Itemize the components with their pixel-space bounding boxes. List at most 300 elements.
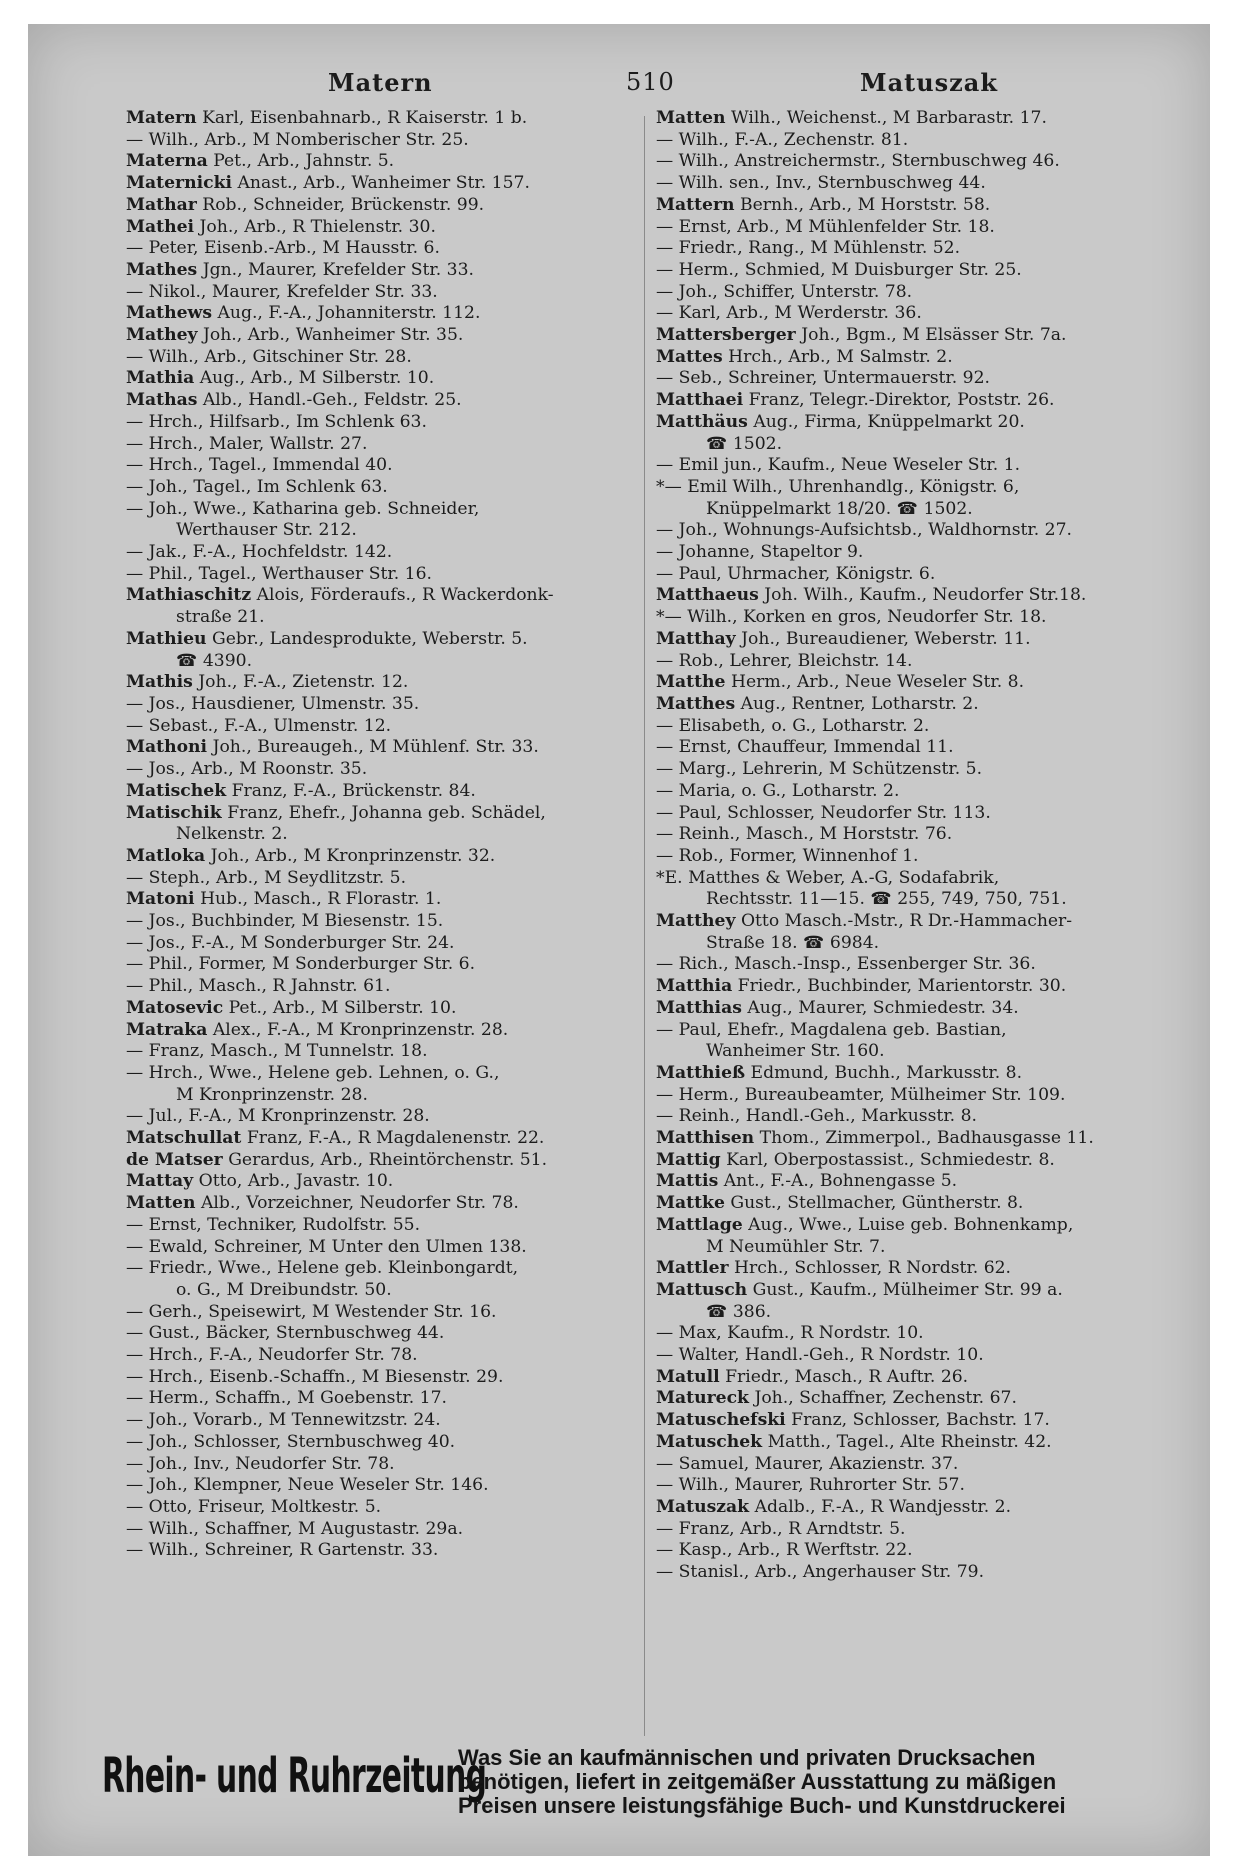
directory-entry: [126, 1085, 651, 1107]
directory-entry: [656, 368, 1181, 390]
entry-details: ☎ 1502.: [706, 433, 783, 454]
entry-details: Rechtsstr. 11—15. ☎ 255, 749, 750, 751.: [706, 889, 1067, 910]
entry-details: — Wilh., Maurer, Ruhrorter Str. 57.: [656, 1475, 965, 1496]
entry-details: — Joh., Klempner, Neue Weseler Str. 146.: [126, 1475, 489, 1496]
directory-entry: [656, 1454, 1181, 1476]
column-divider: [644, 116, 645, 1736]
directory-entry: [656, 564, 1181, 586]
entry-details: Hrch., Schlosser, R Nordstr. 62.: [734, 1258, 1012, 1279]
entry-surname: Matthias: [656, 997, 742, 1018]
ad-text: [458, 1746, 1158, 1818]
entry-details: — Sebast., F.-A., Ulmenstr. 12.: [126, 715, 392, 736]
entry-details: — Elisabeth, o. G., Lotharstr. 2.: [656, 715, 930, 736]
entry-surname: Mathas: [126, 390, 198, 411]
directory-entry: [126, 1237, 651, 1259]
entry-details: — Rob., Former, Winnenhof 1.: [656, 845, 919, 866]
directory-entry: [656, 1323, 1181, 1345]
entry-details: M Neumühler Str. 7.: [706, 1236, 886, 1257]
entry-details: — Wilh., Schaffner, M Augustastr. 29a.: [126, 1518, 464, 1539]
entry-details: — Peter, Eisenb.-Arb., M Hausstr. 6.: [126, 238, 440, 259]
directory-entry: [656, 1540, 1181, 1562]
directory-entry: [656, 412, 1181, 434]
entry-details: — Herm., Schaffn., M Goebenstr. 17.: [126, 1388, 447, 1409]
entry-details: Friedr., Buchbinder, Marientorstr. 30.: [737, 976, 1067, 997]
directory-entry: [126, 282, 651, 304]
directory-entry: [126, 607, 651, 629]
entry-surname: Matthisen: [656, 1128, 755, 1149]
entry-details: Gebr., Landesprodukte, Weberstr. 5.: [212, 628, 528, 649]
directory-entry: [126, 195, 651, 217]
directory-entry: [656, 1388, 1181, 1410]
entry-details: — Jos., Hausdiener, Ulmenstr. 35.: [126, 693, 420, 714]
entry-details: Knüppelmarkt 18/20. ☎ 1502.: [706, 498, 973, 519]
entry-details: — Johanne, Stapeltor 9.: [656, 542, 864, 563]
directory-entry: [126, 390, 651, 412]
directory-entry: [126, 781, 651, 803]
directory-entry: [656, 1280, 1181, 1302]
entry-details: Hrch., Arb., M Salmstr. 2.: [728, 346, 953, 367]
directory-entry: [656, 868, 1181, 890]
entry-details: — Friedr., Wwe., Helene geb. Kleinbongardt,: [126, 1258, 519, 1279]
entry-details: — Max, Kaufm., R Nordstr. 10.: [656, 1323, 924, 1344]
directory-entry: [656, 260, 1181, 282]
entry-surname: Mattler: [656, 1258, 729, 1279]
entry-details: — Hrch., Maler, Wallstr. 27.: [126, 433, 368, 454]
directory-entry: [126, 868, 651, 890]
entry-surname: Matuschefski: [656, 1410, 786, 1431]
directory-entry: [656, 1128, 1181, 1150]
directory-entry: [126, 455, 651, 477]
directory-entry: [126, 846, 651, 868]
entry-details: — Friedr., Rang., M Mühlenstr. 52.: [656, 238, 961, 259]
directory-entry: [126, 1367, 651, 1389]
directory-entry: [656, 846, 1181, 868]
entry-surname: Matuszak: [656, 1497, 750, 1517]
entry-details: — Joh., Schiffer, Unterstr. 78.: [656, 281, 913, 302]
entry-details: — Joh., Schlosser, Sternbuschweg 40.: [126, 1431, 456, 1452]
directory-entry: [126, 585, 651, 607]
entry-details: — Gerh., Speisewirt, M Westender Str. 16.: [126, 1301, 497, 1322]
entry-details: — Otto, Friseur, Moltkestr. 5.: [126, 1497, 382, 1517]
entry-surname: Mathey: [126, 325, 198, 346]
entry-details: Karl, Oberpostassist., Schmiedestr. 8.: [726, 1149, 1055, 1170]
entry-surname: Matthes: [656, 693, 736, 714]
entry-surname: Matschullat: [126, 1128, 242, 1149]
directory-entry: [656, 1020, 1181, 1042]
directory-entry: [126, 1171, 651, 1193]
directory-entry: [126, 1193, 651, 1215]
directory-entry: [656, 390, 1181, 412]
entry-details: — Walter, Handl.-Geh., R Nordstr. 10.: [656, 1345, 984, 1366]
entry-details: Alb., Vorzeichner, Neudorfer Str. 78.: [200, 1193, 519, 1214]
entry-details: Aug., F.-A., Johanniterstr. 112.: [217, 303, 481, 324]
entry-details: — Gust., Bäcker, Sternbuschweg 44.: [126, 1323, 445, 1344]
directory-entry: [656, 130, 1181, 152]
entry-details: Alois, Förderaufs., R Wackerdonk-: [256, 585, 554, 606]
entry-details: — Paul, Ehefr., Magdalena geb. Bastian,: [656, 1019, 1007, 1040]
entry-details: Gust., Stellmacher, Güntherstr. 8.: [730, 1193, 1024, 1214]
directory-entry: [126, 911, 651, 933]
directory-entry: [656, 1106, 1181, 1128]
directory-entry: [126, 173, 651, 195]
entry-details: Aug., Rentner, Lotharstr. 2.: [740, 693, 979, 714]
entry-surname: Mattay: [126, 1171, 194, 1192]
entry-details: — Reinh., Handl.-Geh., Markusstr. 8.: [656, 1106, 977, 1127]
entry-surname: Mathis: [126, 672, 193, 693]
entry-details: — Wilh., Arb., M Nomberischer Str. 25.: [126, 129, 469, 150]
entry-details: Aug., Arb., M Silberstr. 10.: [199, 368, 435, 389]
entry-details: Aug., Firma, Knüppelmarkt 20.: [753, 411, 1025, 432]
entry-details: Franz, Telegr.-Direktor, Poststr. 26.: [748, 390, 1055, 411]
directory-entry: [656, 195, 1181, 217]
entry-details: — Franz, Arb., R Arndtstr. 5.: [656, 1518, 906, 1539]
entry-details: Aug., Maurer, Schmiedestr. 34.: [747, 997, 1019, 1018]
entry-surname: Matern: [126, 108, 197, 128]
directory-entry: [656, 173, 1181, 195]
entry-details: — Samuel, Maurer, Akazienstr. 37.: [656, 1453, 959, 1474]
directory-entry: [656, 607, 1181, 629]
entry-details: — Wilh., Schreiner, R Gartenstr. 33.: [126, 1540, 439, 1561]
entry-details: — Hrch., Wwe., Helene geb. Lehnen, o. G.,: [126, 1062, 500, 1083]
directory-entry: [656, 347, 1181, 369]
entry-details: Ant., F.-A., Bohnengasse 5.: [723, 1171, 958, 1192]
directory-entry: [656, 1041, 1181, 1063]
directory-entry: [126, 1475, 651, 1497]
entry-details: Joh., Bureaudiener, Weberstr. 11.: [741, 628, 1031, 649]
directory-entry: [126, 629, 651, 651]
directory-entry: [126, 716, 651, 738]
entry-details: Herm., Arb., Neue Weseler Str. 8.: [730, 672, 1025, 693]
directory-entry: [656, 933, 1181, 955]
entry-details: Alb., Handl.-Geh., Feldstr. 25.: [202, 390, 462, 411]
directory-entry: [126, 694, 651, 716]
entry-details: Jgn., Maurer, Krefelder Str. 33.: [202, 259, 474, 280]
entry-surname: Mathieu: [126, 628, 207, 649]
directory-entry: [656, 911, 1181, 933]
directory-entry: [126, 1519, 651, 1541]
directory-entry: [656, 781, 1181, 803]
entry-surname: Mathes: [126, 259, 198, 280]
directory-entry: [126, 1150, 651, 1172]
entry-details: — Kasp., Arb., R Werftstr. 22.: [656, 1540, 913, 1561]
directory-entry: [656, 1193, 1181, 1215]
entry-details: ☎ 386.: [706, 1301, 772, 1322]
entry-details: Friedr., Masch., R Auftr. 26.: [725, 1366, 969, 1387]
entry-surname: Matoni: [126, 889, 195, 910]
directory-entry: [126, 1497, 651, 1519]
entry-details: Otto, Arb., Javastr. 10.: [198, 1171, 394, 1192]
directory-page: [28, 24, 1210, 1856]
entry-details: — Rob., Lehrer, Bleichstr. 14.: [656, 650, 913, 671]
directory-entry: [656, 824, 1181, 846]
directory-entry: [656, 1367, 1181, 1389]
entry-surname: Matthieß: [656, 1062, 746, 1083]
directory-entry: [656, 954, 1181, 976]
entry-surname: Matraka: [126, 1019, 208, 1040]
entry-surname: Mathei: [126, 216, 195, 237]
entry-details: — Stanisl., Arb., Angerhauser Str. 79.: [656, 1562, 985, 1583]
entry-surname: Matthia: [656, 976, 733, 997]
directory-entry: [656, 282, 1181, 304]
directory-entry: [126, 217, 651, 239]
directory-entry: [126, 1454, 651, 1476]
directory-entry: [126, 737, 651, 759]
directory-entry: [656, 976, 1181, 998]
entry-details: Pet., Arb., M Silberstr. 10.: [228, 997, 457, 1018]
entry-details: — Steph., Arb., M Seydlitzstr. 5.: [126, 867, 407, 888]
entry-details: Straße 18. ☎ 6984.: [706, 932, 880, 953]
entry-details: — Jos., Arb., M Roonstr. 35.: [126, 759, 368, 780]
entry-details: — Jak., F.-A., Hochfeldstr. 142.: [126, 542, 393, 563]
directory-entry: [126, 238, 651, 260]
entry-details: — Wilh., Arb., Gitschiner Str. 28.: [126, 346, 412, 367]
directory-entry: [656, 434, 1181, 456]
directory-entry: [126, 651, 651, 673]
entry-surname: Matten: [656, 108, 726, 128]
entry-details: — Paul, Uhrmacher, Königstr. 6.: [656, 563, 936, 584]
directory-entry: [656, 217, 1181, 239]
entry-surname: Mattke: [656, 1193, 725, 1214]
entry-details: — Maria, o. G., Lotharstr. 2.: [656, 780, 900, 801]
directory-entry: [656, 455, 1181, 477]
directory-entry: [126, 325, 651, 347]
entry-details: Joh. Wilh., Kaufm., Neudorfer Str.18.: [764, 585, 1087, 606]
directory-entry: [656, 499, 1181, 521]
entry-details: — Rich., Masch.-Insp., Essenberger Str. 36.: [656, 954, 1036, 975]
entry-surname: Matthäus: [656, 411, 748, 432]
entry-details: o. G., M Dreibundstr. 50.: [176, 1279, 392, 1300]
directory-entry: [126, 564, 651, 586]
directory-entry: [126, 130, 651, 152]
entry-details: — Hrch., Tagel., Immendal 40.: [126, 455, 393, 476]
entry-surname: Mathoni: [126, 737, 208, 758]
entry-details: — Nikol., Maurer, Krefelder Str. 33.: [126, 281, 438, 302]
directory-entry: [126, 499, 651, 521]
ad-line: Was Sie an kaufmännischen und privaten Drucksachen: [458, 1745, 1036, 1770]
directory-entry: [126, 1280, 651, 1302]
left-column: [126, 108, 651, 1562]
directory-entry: [656, 1410, 1181, 1432]
directory-entry: [126, 1410, 651, 1432]
entry-details: — Paul, Schlosser, Neudorfer Str. 113.: [656, 802, 991, 823]
directory-entry: [656, 1497, 1181, 1519]
directory-entry: [126, 1432, 651, 1454]
entry-details: — Wilh. sen., Inv., Sternbuschweg 44.: [656, 173, 986, 194]
directory-entry: [126, 347, 651, 369]
directory-entry: [656, 694, 1181, 716]
entry-surname: Matosevic: [126, 997, 224, 1018]
entry-surname: Mattusch: [656, 1279, 748, 1300]
directory-entry: [126, 412, 651, 434]
entry-details: Joh., Bureaugeh., M Mühlenf. Str. 33.: [212, 737, 539, 758]
entry-details: *— Wilh., Korken en gros, Neudorfer Str. 18.: [656, 607, 1047, 628]
directory-entry: [656, 520, 1181, 542]
directory-entry: [656, 238, 1181, 260]
entry-details: — Reinh., Masch., M Horststr. 76.: [656, 824, 953, 845]
entry-details: — Herm., Schmied, M Duisburger Str. 25.: [656, 259, 1022, 280]
entry-details: Otto Masch.-Mstr., R Dr.-Hammacher-: [740, 911, 1073, 932]
entry-surname: Mathia: [126, 368, 195, 389]
running-head-right: Matuszak: [860, 68, 998, 97]
directory-entry: [656, 889, 1181, 911]
entry-details: Joh., F.-A., Zietenstr. 12.: [198, 672, 409, 693]
entry-details: — Wilh., F.-A., Zechenstr. 81.: [656, 129, 909, 150]
entry-details: Bernh., Arb., M Horststr. 58.: [740, 194, 991, 215]
entry-details: — Hrch., F.-A., Neudorfer Str. 78.: [126, 1345, 418, 1366]
directory-entry: [126, 368, 651, 390]
entry-details: — Ernst, Arb., M Mühlenfelder Str. 18.: [656, 216, 995, 237]
entry-details: — Joh., Wwe., Katharina geb. Schneider,: [126, 498, 480, 519]
entry-surname: Matten: [126, 1193, 196, 1214]
directory-entry: [126, 1041, 651, 1063]
entry-surname: Matureck: [656, 1388, 749, 1409]
entry-details: — Joh., Tagel., Im Schlenk 63.: [126, 476, 388, 497]
entry-details: — Phil., Masch., R Jahnstr. 61.: [126, 976, 391, 997]
directory-entry: [656, 1519, 1181, 1541]
entry-details: Edmund, Buchh., Markusstr. 8.: [750, 1062, 1023, 1083]
entry-details: Pet., Arb., Jahnstr. 5.: [213, 151, 395, 172]
entry-details: Joh., Schaffner, Zechenstr. 67.: [754, 1388, 1017, 1409]
entry-details: Joh., Arb., R Thielenstr. 30.: [199, 216, 436, 237]
entry-details: — Ernst, Techniker, Rudolfstr. 55.: [126, 1214, 421, 1235]
directory-entry: [126, 954, 651, 976]
directory-entry: [656, 1237, 1181, 1259]
entry-surname: Matull: [656, 1366, 720, 1387]
directory-entry: [126, 998, 651, 1020]
entry-surname: Mathiaschitz: [126, 585, 252, 606]
directory-entry: [126, 803, 651, 825]
entry-details: Alex., F.-A., M Kronprinzenstr. 28.: [212, 1019, 509, 1040]
entry-details: — Seb., Schreiner, Untermauerstr. 92.: [656, 368, 991, 389]
ad-brand: Rhein- und Ruhrzeitung: [102, 1748, 487, 1804]
page-number: 510: [626, 68, 675, 96]
entry-details: — Ernst, Chauffeur, Immendal 11.: [656, 737, 954, 758]
directory-entry: [126, 759, 651, 781]
entry-details: Karl, Eisenbahnarb., R Kaiserstr. 1 b.: [202, 108, 528, 128]
entry-details: Gerardus, Arb., Rheintörchenstr. 51.: [228, 1149, 548, 1170]
directory-entry: [126, 1215, 651, 1237]
directory-entry: [126, 1345, 651, 1367]
directory-entry: [126, 260, 651, 282]
entry-details: Rob., Schneider, Brückenstr. 99.: [202, 194, 485, 215]
directory-entry: [656, 629, 1181, 651]
entry-details: — Jos., F.-A., M Sonderburger Str. 24.: [126, 932, 455, 953]
entry-details: — Franz, Masch., M Tunnelstr. 18.: [126, 1041, 428, 1062]
entry-details: — Joh., Vorarb., M Tennewitzstr. 24.: [126, 1410, 441, 1431]
directory-entry: [126, 1540, 651, 1562]
entry-details: — Marg., Lehrerin, M Schützenstr. 5.: [656, 759, 983, 780]
directory-entry: [656, 1258, 1181, 1280]
entry-surname: Materna: [126, 151, 208, 172]
right-column: [656, 108, 1181, 1584]
directory-entry: [656, 303, 1181, 325]
entry-details: — Hrch., Hilfsarb., Im Schlenk 63.: [126, 411, 427, 432]
entry-details: straße 21.: [176, 607, 265, 628]
directory-entry: [656, 803, 1181, 825]
entry-details: Thom., Zimmerpol., Badhausgasse 11.: [759, 1128, 1094, 1149]
entry-surname: Mathar: [126, 194, 197, 215]
entry-surname: Matthaei: [656, 390, 744, 411]
entry-details: — Phil., Tagel., Werthauser Str. 16.: [126, 563, 432, 584]
entry-details: Wanheimer Str. 160.: [706, 1041, 885, 1062]
entry-details: M Kronprinzenstr. 28.: [176, 1084, 368, 1105]
entry-details: Werthauser Str. 212.: [176, 520, 357, 541]
directory-entry: [656, 1085, 1181, 1107]
entry-surname: Matthay: [656, 628, 736, 649]
directory-entry: [126, 1302, 651, 1324]
entry-details: Franz, Ehefr., Johanna geb. Schädel,: [227, 802, 546, 823]
entry-surname: Matthaeus: [656, 585, 759, 606]
directory-entry: [656, 325, 1181, 347]
entry-details: Franz, Schlosser, Bachstr. 17.: [791, 1410, 1050, 1431]
entry-surname: Mattlage: [656, 1214, 743, 1235]
running-head-left: Matern: [328, 68, 433, 97]
directory-entry: [126, 889, 651, 911]
entry-surname: Maternicki: [126, 173, 233, 194]
entry-details: Nelkenstr. 2.: [176, 824, 288, 845]
directory-entry: [656, 1171, 1181, 1193]
directory-entry: [126, 303, 651, 325]
directory-entry: [656, 108, 1181, 130]
directory-entry: [656, 759, 1181, 781]
entry-details: — Phil., Former, M Sonderburger Str. 6.: [126, 954, 476, 975]
directory-entry: [656, 737, 1181, 759]
entry-details: Matth., Tagel., Alte Rheinstr. 42.: [767, 1431, 1052, 1452]
entry-details: Adalb., F.-A., R Wandjesstr. 2.: [754, 1497, 1012, 1517]
directory-entry: [656, 1345, 1181, 1367]
entry-details: — Joh., Wohnungs-Aufsichtsb., Waldhornstr. 27.: [656, 520, 1073, 541]
directory-entry: [126, 1258, 651, 1280]
ad-line: benötigen, liefert in zeitgemäßer Ausstattung zu mäßigen: [458, 1769, 1057, 1794]
directory-entry: [126, 1323, 651, 1345]
directory-entry: [656, 1150, 1181, 1172]
entry-details: ☎ 4390.: [176, 650, 253, 671]
entry-details: — Emil jun., Kaufm., Neue Weseler Str. 1.: [656, 455, 1021, 476]
entry-details: Hub., Masch., R Florastr. 1.: [200, 889, 442, 910]
directory-entry: [656, 477, 1181, 499]
entry-surname: Matthe: [656, 672, 726, 693]
entry-surname: Matischik: [126, 802, 222, 823]
entry-details: Joh., Bgm., M Elsässer Str. 7a.: [801, 325, 1067, 346]
entry-details: Aug., Wwe., Luise geb. Bohnenkamp,: [748, 1214, 1074, 1235]
directory-entry: [656, 1432, 1181, 1454]
entry-details: *— Emil Wilh., Uhrenhandlg., Königstr. 6,: [656, 476, 1020, 497]
entry-surname: Mattis: [656, 1171, 719, 1192]
directory-entry: [656, 1562, 1181, 1584]
entry-surname: Mattes: [656, 346, 723, 367]
entry-surname: Matuschek: [656, 1431, 763, 1452]
directory-entry: [126, 1106, 651, 1128]
directory-entry: [656, 1302, 1181, 1324]
directory-entry: [656, 1215, 1181, 1237]
entry-surname: Matloka: [126, 845, 206, 866]
directory-entry: [126, 1128, 651, 1150]
directory-entry: [656, 998, 1181, 1020]
directory-entry: [656, 151, 1181, 173]
entry-details: — Ewald, Schreiner, M Unter den Ulmen 138.: [126, 1236, 527, 1257]
entry-details: Joh., Arb., M Kronprinzenstr. 32.: [210, 845, 496, 866]
directory-entry: [656, 716, 1181, 738]
directory-entry: [126, 1063, 651, 1085]
entry-surname: Mattern: [656, 194, 735, 215]
directory-entry: [126, 824, 651, 846]
entry-details: Franz, F.-A., R Magdalenenstr. 22.: [246, 1128, 545, 1149]
entry-details: — Jul., F.-A., M Kronprinzenstr. 28.: [126, 1106, 430, 1127]
entry-details: — Hrch., Eisenb.-Schaffn., M Biesenstr. 29.: [126, 1366, 504, 1387]
directory-entry: [656, 542, 1181, 564]
entry-surname: Mattig: [656, 1149, 721, 1170]
directory-entry: [126, 477, 651, 499]
